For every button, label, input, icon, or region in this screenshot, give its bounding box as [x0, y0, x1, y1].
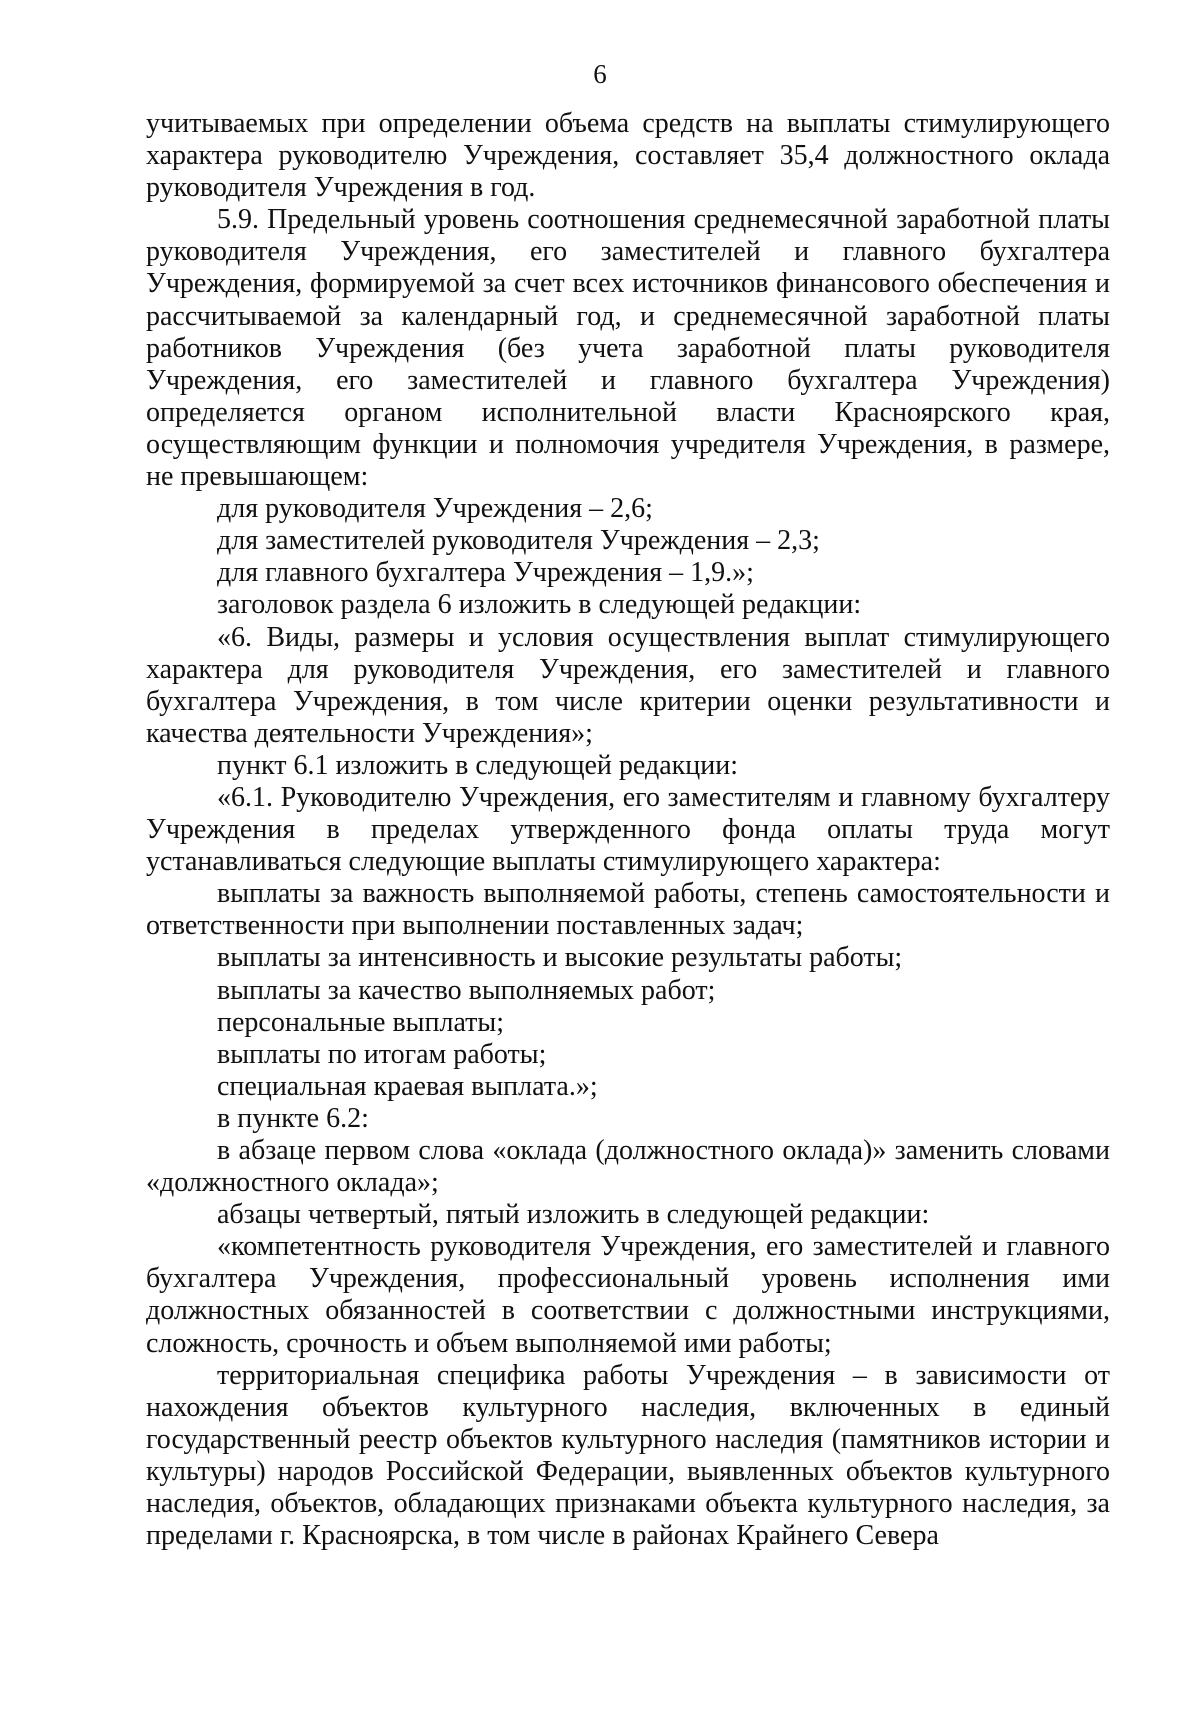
- page-number: 6: [593, 59, 607, 89]
- paragraph-clause-6-1: «6.1. Руководителю Учреждения, его заместителям и главному бухгалтеру Учреждения в пределах утвержденного фонда оплаты труда могут устанавливаться следующие выплаты стимулирующего характера:: [146, 781, 1110, 878]
- list-item: выплаты за интенсивность и высокие результаты работы;: [217, 942, 903, 974]
- list-item: специальная краевая выплата.»;: [217, 1070, 598, 1102]
- list-item: персональные выплаты;: [217, 1006, 504, 1038]
- paragraph-quoted: территориальная специфика работы Учреждения – в зависимости от нахождения объектов культурного наследия, включенных в единый государственный реестр объектов культурного наследия (памятников истории и культуры) народов Российской Федерации, выявленных объектов культурного наследия, объектов, обладающих признаками объекта культурного наследия, за пределами г. Красноярска, в том числе в районах Крайнего Севера: [146, 1359, 1110, 1552]
- paragraph-instruction: пункт 6.1 изложить в следующей редакции:: [217, 749, 738, 781]
- paragraph-continuation: учитываемых при определении объема средств на выплаты стимулирующего характера руководителю Учреждения, составляет 35,4 должностного оклада руководителя Учреждения в год.: [146, 108, 1110, 204]
- list-item: выплаты за качество выполняемых работ;: [217, 974, 716, 1006]
- paragraph-instruction: заголовок раздела 6 изложить в следующей редакции:: [217, 589, 862, 621]
- paragraph-clause-5-9: 5.9. Предельный уровень соотношения среднемесячной заработной платы руководителя Учреждения, его заместителей и главного бухгалтера Учреждения, формируемой за счет всех источников финансового обеспечения и рассчитываемой за календарный год, и среднемесячной заработной платы работников Учреждения (без учета заработной платы руководителя Учреждения, его заместителей и главного бухгалтера Учреждения) определяется органом исполнительной власти Красноярского края, осуществляющим функции и полномочия учредителя Учреждения, в размере, не превышающем:: [146, 204, 1110, 493]
- list-item: для главного бухгалтера Учреждения – 1,9.»;: [217, 557, 754, 589]
- paragraph-instruction: абзацы четвертый, пятый изложить в следующей редакции:: [217, 1199, 930, 1231]
- paragraph-section-6-heading: «6. Виды, размеры и условия осуществления выплат стимулирующего характера для руководителя Учреждения, его заместителей и главного бухгалтера Учреждения, в том числе критерии оценки результативности и качества деятельности Учреждения»;: [146, 621, 1110, 749]
- paragraph-instruction: в пункте 6.2:: [217, 1102, 369, 1134]
- paragraph-instruction: в абзаце первом слова «оклада (должностного оклада)» заменить словами «должностного оклада»;: [146, 1135, 1110, 1199]
- list-item: для руководителя Учреждения – 2,6;: [217, 493, 653, 525]
- list-item: выплаты по итогам работы;: [217, 1038, 547, 1070]
- list-item: выплаты за важность выполняемой работы, степень самостоятельности и ответственности при выполнении поставленных задач;: [146, 878, 1110, 942]
- document-body: [146, 108, 1110, 1552]
- list-item: для заместителей руководителя Учреждения – 2,3;: [217, 525, 820, 557]
- paragraph-quoted: «компетентность руководителя Учреждения, его заместителей и главного бухгалтера Учреждения, профессиональный уровень исполнения ими должностных обязанностей в соответствии с должностными инструкциями, сложность, срочность и объем выполняемой ими работы;: [146, 1231, 1110, 1359]
